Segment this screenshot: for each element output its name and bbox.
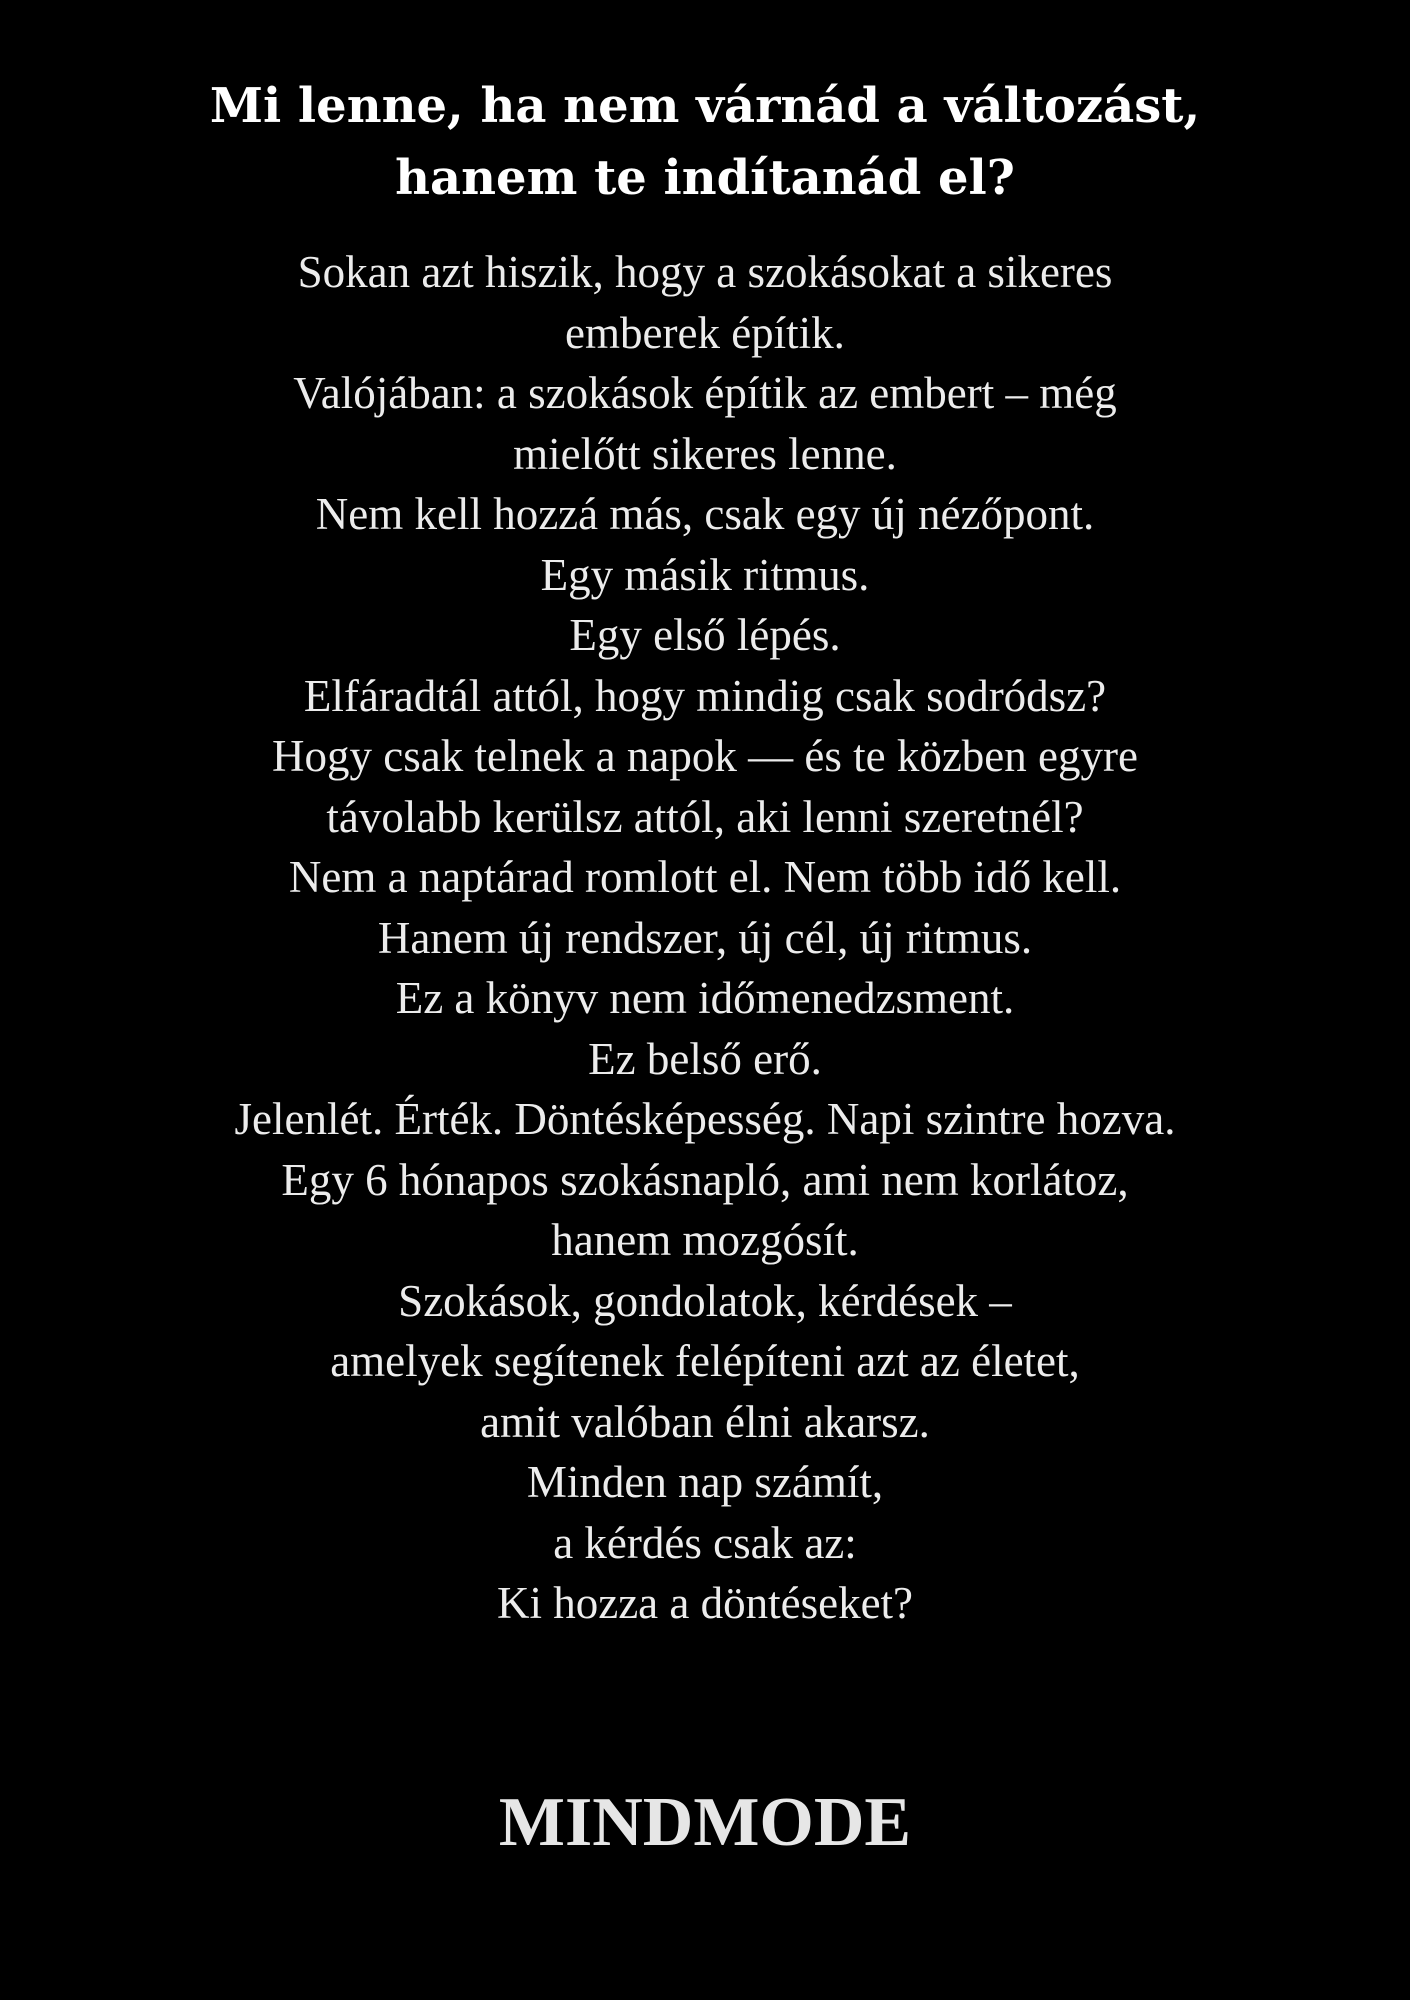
body-line: Egy másik ritmus.: [540, 549, 870, 600]
body-line: távolabb kerülsz attól, aki lenni szeretnél?: [326, 791, 1084, 842]
body-line: emberek építik.: [565, 307, 845, 358]
body-line: Szokások, gondolatok, kérdések –: [398, 1275, 1012, 1326]
body-line: mielőtt sikeres lenne.: [513, 428, 897, 479]
title-line: Mi lenne, ha nem várnád a változást,: [209, 78, 1201, 134]
body-line: Minden nap számít,: [526, 1457, 884, 1507]
body-line: Hanem új rendszer, új cél, új ritmus.: [377, 912, 1033, 963]
body-line: Sokan azt hiszik, hogy a szokásokat a sikeres: [297, 247, 1113, 297]
body-line: Elfáradtál attól, hogy mindig csak sodródsz?: [303, 670, 1107, 721]
body-line: Ki hozza a döntéseket?: [496, 1578, 914, 1628]
body-line: Egy 6 hónapos szokásnapló, ami nem korlátoz,: [281, 1154, 1129, 1205]
body-line: a kérdés csak az:: [553, 1517, 857, 1568]
body-line: Hogy csak telnek a napok — és te közben egyre: [272, 731, 1138, 781]
body-line: hanem mozgósít.: [551, 1215, 859, 1265]
body-line: Nem a naptárad romlott el. Nem több idő kell.: [288, 852, 1122, 902]
body-line: amit valóban élni akarsz.: [480, 1396, 930, 1447]
body-line: amelyek segítenek felépíteni azt az életet,: [330, 1336, 1080, 1386]
title-line: hanem te indítanád el?: [395, 150, 1015, 206]
body-line: Jelenlét. Érték. Döntésképesség. Napi szintre hozva.: [234, 1094, 1176, 1144]
body-line: Egy első lépés.: [569, 610, 841, 660]
body-line: Ez a könyv nem időmenedzsment.: [395, 973, 1015, 1023]
body-line: Nem kell hozzá más, csak egy új nézőpont.: [315, 489, 1095, 539]
page-title: [0, 70, 1410, 214]
body-text: [0, 242, 1410, 1634]
body-line: Valójában: a szokások építik az embert – még: [293, 368, 1117, 418]
body-line: Ez belső erő.: [588, 1033, 822, 1084]
brand-logo-text: MINDMODE: [498, 1784, 912, 1861]
